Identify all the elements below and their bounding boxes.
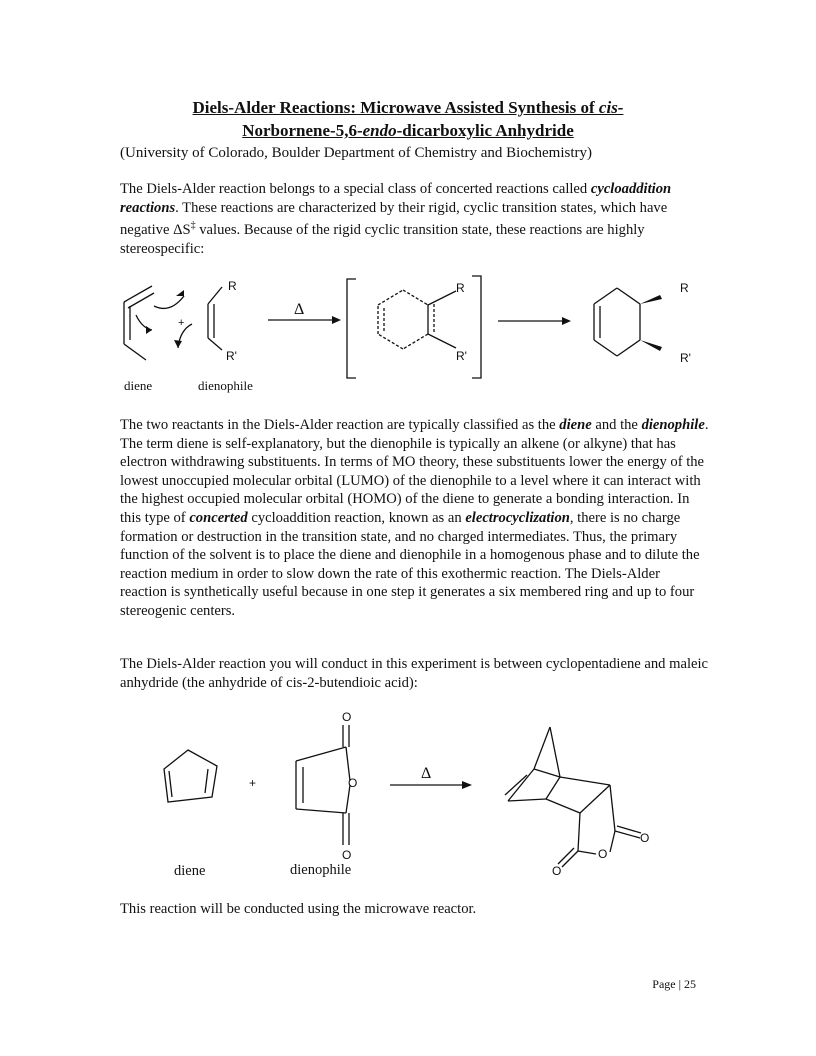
svg-text:+: +: [178, 317, 185, 329]
svg-text:Δ: Δ: [294, 301, 305, 318]
svg-text:O: O: [552, 864, 562, 878]
paragraph-intro: The Diels-Alder reaction belongs to a special class of concerted reactions called cycloaddition reactions. These reactions are characterized by their rigid, cyclic transition states, which have negative ΔS‡ values. Because of the rigid cyclic transition state, these reactions are highly stereospecific:: [120, 181, 672, 257]
product-structure: [594, 288, 640, 356]
affiliation: (University of Colorado, Boulder Department of Chemistry and Biochemistry): [120, 145, 592, 161]
paragraph-microwave: This reaction will be conducted using the microwave reactor.: [120, 901, 477, 917]
caption-dienophile: dienophile: [198, 378, 253, 393]
svg-text:O: O: [640, 831, 650, 845]
caption-dienophile: dienophile: [290, 862, 352, 878]
diene-structure: [124, 286, 154, 360]
paragraph-diene-dienophile: The two reactants in the Diels-Alder reaction are typically classified as the diene and the dienophile. The term diene is self-explanatory, but the dienophile is typically an alkene (or alkyne) that has electron withdrawing substituents. In terms of MO theory, these substituents lower the energy of the lowest unoccupied molecular orbital (LUMO) of the dienophile to a level where it can interact with the highest occupied molecular orbital (HOMO) of the diene to generate a bonding interaction. In this type of concerted cycloaddition reaction, known as an electrocyclization, there is no charge formation or destruction in the transition state, and no charged intermediates. Thus, the primary function of the solvent is to place the diene and dienophile in a homogenous phase and to dilute the reaction medium in order to slow down the rate of this exothermic reaction. The Diels-Alder reaction is synthetically useful because in one step it generates a six membered ring and up to four stereogenic centers.: [120, 417, 709, 619]
svg-text:O: O: [342, 848, 352, 862]
cyclopentadiene-structure: [164, 750, 217, 802]
svg-text:Δ: Δ: [421, 765, 432, 782]
maleic-anhydride-structure: [296, 725, 350, 845]
svg-text:R: R: [228, 279, 237, 293]
endo-adduct-structure: [505, 727, 641, 867]
scheme-cyclopentadiene-maleic-anhydride: [150, 705, 670, 883]
caption-diene: diene: [124, 378, 153, 393]
svg-text:R': R': [226, 349, 237, 363]
page-number: Page | 25: [652, 977, 696, 991]
transition-state-structure: [378, 290, 456, 349]
svg-text:R': R': [680, 351, 691, 365]
dienophile-structure: [208, 287, 222, 350]
paragraph-experiment: The Diels-Alder reaction you will conduct in this experiment is between cyclopentadiene and maleic anhydride (the anhydride of cis-2-butendioic acid):: [120, 656, 709, 691]
svg-text:O: O: [348, 776, 358, 790]
svg-text:R: R: [680, 281, 689, 295]
page-title: Diels-Alder Reactions: Microwave Assisted Synthesis of cis- Norbornene-5,6-endo-dicarboxylic Anhydride: [192, 98, 624, 140]
scheme-generic-diels-alder: [110, 268, 710, 400]
svg-text:R': R': [456, 349, 467, 363]
svg-text:R: R: [456, 281, 465, 295]
svg-text:O: O: [342, 710, 352, 724]
svg-text:O: O: [598, 847, 608, 861]
svg-text:+: +: [249, 776, 257, 790]
caption-diene: diene: [174, 863, 206, 879]
